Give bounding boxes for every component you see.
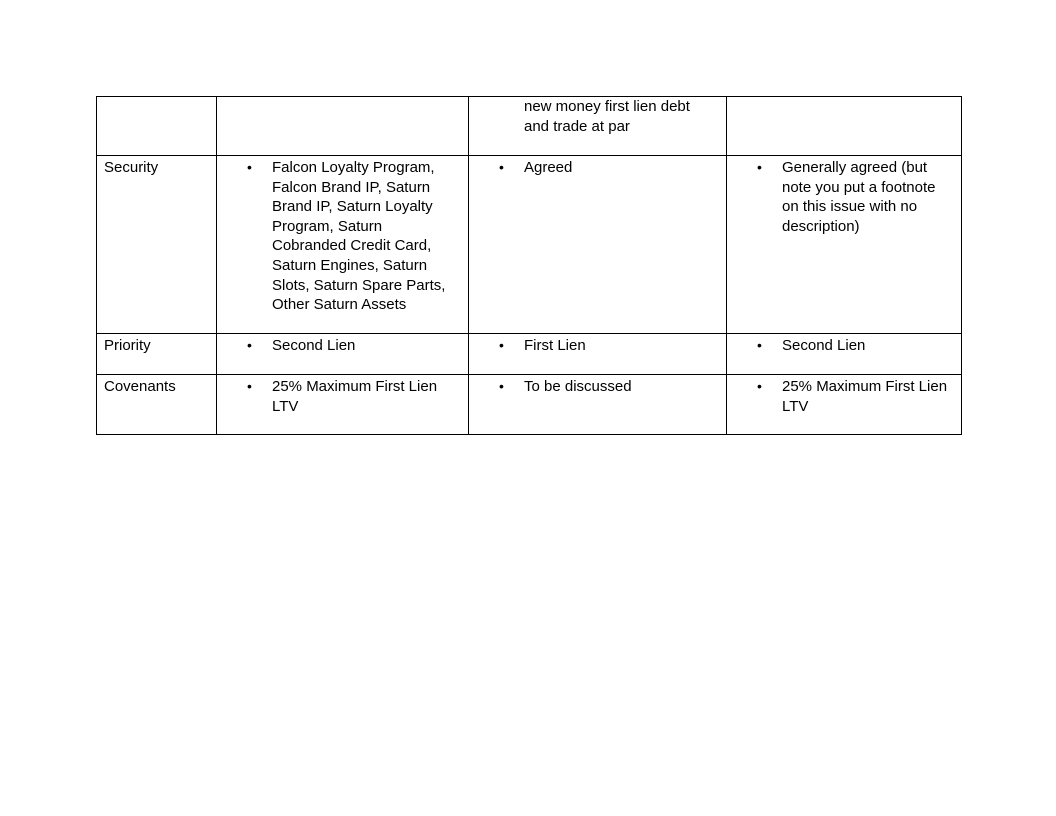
list-item — [469, 377, 718, 397]
table-cell — [217, 156, 469, 334]
table-cell — [469, 97, 727, 156]
table-cell — [727, 334, 962, 375]
bullet-list — [217, 334, 468, 356]
row-label: Covenants — [104, 378, 176, 395]
table-row-priority — [97, 334, 962, 375]
table-cell — [217, 375, 469, 435]
bullet-icon: • — [247, 159, 252, 175]
list-item-text: Falcon Loyalty Program, Falcon Brand IP, Saturn Brand IP, Saturn Loyalty Program, Saturn Cobranded Credit Card, Saturn Engines, Saturn Slots, Saturn Spare Parts, Other Saturn Assets — [272, 159, 446, 314]
list-item-text: 25% Maximum First Lien LTV — [782, 378, 948, 415]
table-cell — [217, 334, 469, 375]
table-cell — [97, 156, 217, 334]
table-cell — [217, 97, 469, 156]
table-cell — [727, 156, 962, 334]
table-cell — [469, 375, 727, 435]
list-item-text: First Lien — [524, 337, 586, 354]
bullet-list — [727, 375, 961, 416]
table-cell — [97, 375, 217, 435]
bullet-list — [469, 156, 726, 178]
bullet-icon: • — [247, 378, 252, 394]
table-cell — [97, 97, 217, 156]
bullet-icon: • — [757, 337, 762, 353]
cell-continuation-text: new money first lien debt and trade at par — [524, 98, 690, 135]
bullet-list — [469, 375, 726, 397]
table-row-covenants — [97, 375, 962, 435]
bullet-icon: • — [757, 159, 762, 175]
list-item — [727, 377, 953, 416]
term-sheet-table — [96, 96, 962, 435]
list-item — [727, 336, 953, 356]
list-item-text: Second Lien — [272, 337, 356, 354]
list-item — [217, 158, 460, 315]
bullet-list — [469, 334, 726, 356]
table-row-continuation — [97, 97, 962, 156]
list-item-text: Agreed — [524, 159, 573, 176]
bullet-icon: • — [499, 337, 504, 353]
bullet-list — [727, 156, 961, 236]
bullet-list — [727, 334, 961, 356]
list-item-text: 25% Maximum First Lien LTV — [272, 378, 438, 415]
bullet-icon: • — [499, 159, 504, 175]
table-cell — [469, 334, 727, 375]
table-row-security — [97, 156, 962, 334]
row-label: Security — [104, 159, 159, 176]
list-item-text: To be discussed — [524, 378, 632, 395]
list-item — [727, 158, 953, 236]
table-cell — [469, 156, 727, 334]
bullet-list — [217, 375, 468, 416]
list-item-text: Second Lien — [782, 337, 866, 354]
table-cell — [97, 334, 217, 375]
bullet-icon: • — [757, 378, 762, 394]
row-label — [97, 97, 216, 99]
table-cell — [727, 375, 962, 435]
list-item — [469, 336, 718, 356]
list-item — [217, 377, 460, 416]
bullet-icon: • — [247, 337, 252, 353]
row-label: Priority — [104, 337, 151, 354]
bullet-list — [217, 156, 468, 315]
table-cell — [727, 97, 962, 156]
bullet-icon: • — [499, 378, 504, 394]
list-item-text: Generally agreed (but note you put a footnote on this issue with no description) — [782, 159, 936, 235]
list-item — [469, 158, 718, 178]
list-item — [217, 336, 460, 356]
